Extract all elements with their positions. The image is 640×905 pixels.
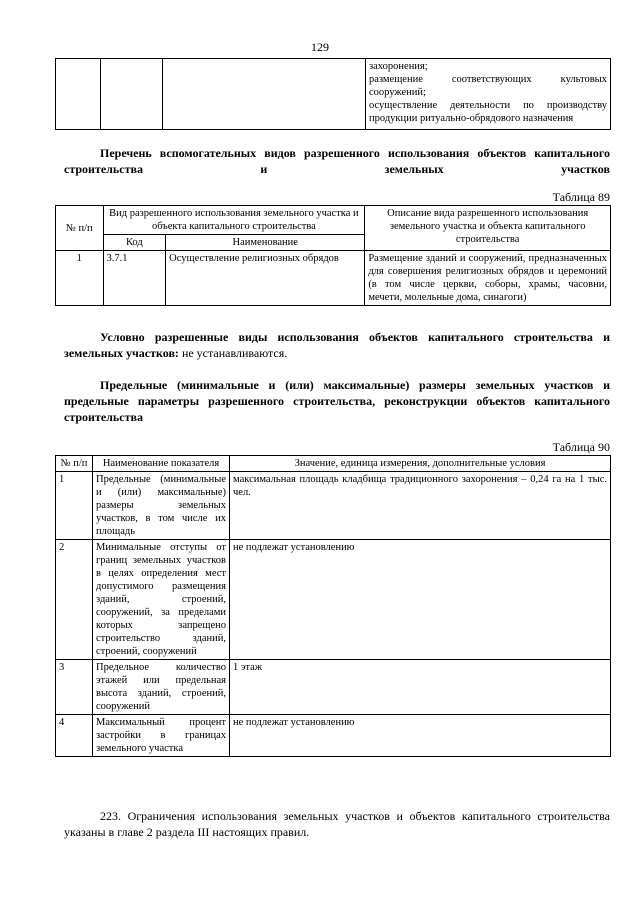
heading-auxiliary: Перечень вспомогательных видов разрешенного использования объектов капитального строительства и земельных участков [64,146,610,176]
cell-name: Предельные (минимальные и (или) максимальные) размеры земельных участков, в том числе их площадь [93,472,230,540]
description-line: захоронения; [369,61,428,72]
header-name: Наименование показателя [93,456,230,472]
cell-name [163,59,366,130]
cell-value: не подлежат установлению [230,540,611,660]
header-value: Значение, единица измерения, дополнительные условия [230,456,611,472]
cell-num: 2 [56,540,93,660]
table-row [56,251,611,306]
table89-caption: Таблица 89 [552,190,610,204]
header-name: Наименование [166,235,365,251]
table-row [56,540,611,660]
table-header-row [56,456,611,472]
cell-name: Осуществление религиозных обрядов [166,251,365,306]
cell-value: не подлежат установлению [230,715,611,757]
table-89 [55,205,611,306]
cell-code: 3.7.1 [103,251,166,306]
header-num: № п/п [56,456,93,472]
page-number: 129 [311,40,329,54]
cell-num: 3 [56,660,93,715]
table-row [56,660,611,715]
cell-value: 1 этаж [230,660,611,715]
heading-limits: Предельные (минимальные и (или) максимальные) размеры земельных участков и предельные параметры разрешенного строительства, реконструкции объектов капитального строительства [64,378,610,424]
conditional-normal: не устанавливаются. [178,346,288,360]
cell-value: максимальная площадь кладбища традиционного захоронения – 0,24 га на 1 тыс. чел. [230,472,611,540]
table-row [56,59,611,130]
header-kind: Вид разрешенного использования земельного участка и объекта капитального строительства [103,206,365,235]
cell-num: 4 [56,715,93,757]
cell-name: Минимальные отступы от границ земельных участков в целях определения мест допустимого размещения зданий, строений, сооружений, за пределами которых запрещено строительство зданий, строений, сооружений [93,540,230,660]
table-row [56,715,611,757]
cell-code [101,59,163,130]
cell-name: Максимальный процент застройки в границах земельного участка [93,715,230,757]
conditional-bold: Условно разрешенные виды использования объектов капитального строительства и земельных участков: [64,330,610,360]
final-paragraph: 223. Ограничения использования земельных участков и объектов капитального строительства указаны в главе 2 раздела III настоящих правил. [64,809,610,839]
table90-caption: Таблица 90 [552,440,610,454]
cell-num [56,59,101,130]
description-line: размещение соответствующих культовых сооружений; [369,74,607,98]
cell-num: 1 [56,251,104,306]
conditional-paragraph [64,329,610,361]
continuation-table [55,58,611,130]
header-num: № п/п [56,206,104,251]
table-row [56,472,611,540]
header-code: Код [103,235,166,251]
cell-num: 1 [56,472,93,540]
cell-description [366,59,611,130]
header-description: Описание вида разрешенного использования земельного участка и объекта капитального строительства [365,206,611,251]
cell-name: Предельное количество этажей или предельная высота зданий, строений, сооружений [93,660,230,715]
description-line: осуществление деятельности по производству продукции ритуально-обрядового назначения [369,100,607,124]
table-90 [55,455,611,757]
table-header-row [56,206,611,235]
cell-description: Размещение зданий и сооружений, предназначенных для совершения религиозных обрядов и церемоний (в том числе церкви, соборы, храмы, часовни, мечети, молельные дома, синагоги) [365,251,611,306]
